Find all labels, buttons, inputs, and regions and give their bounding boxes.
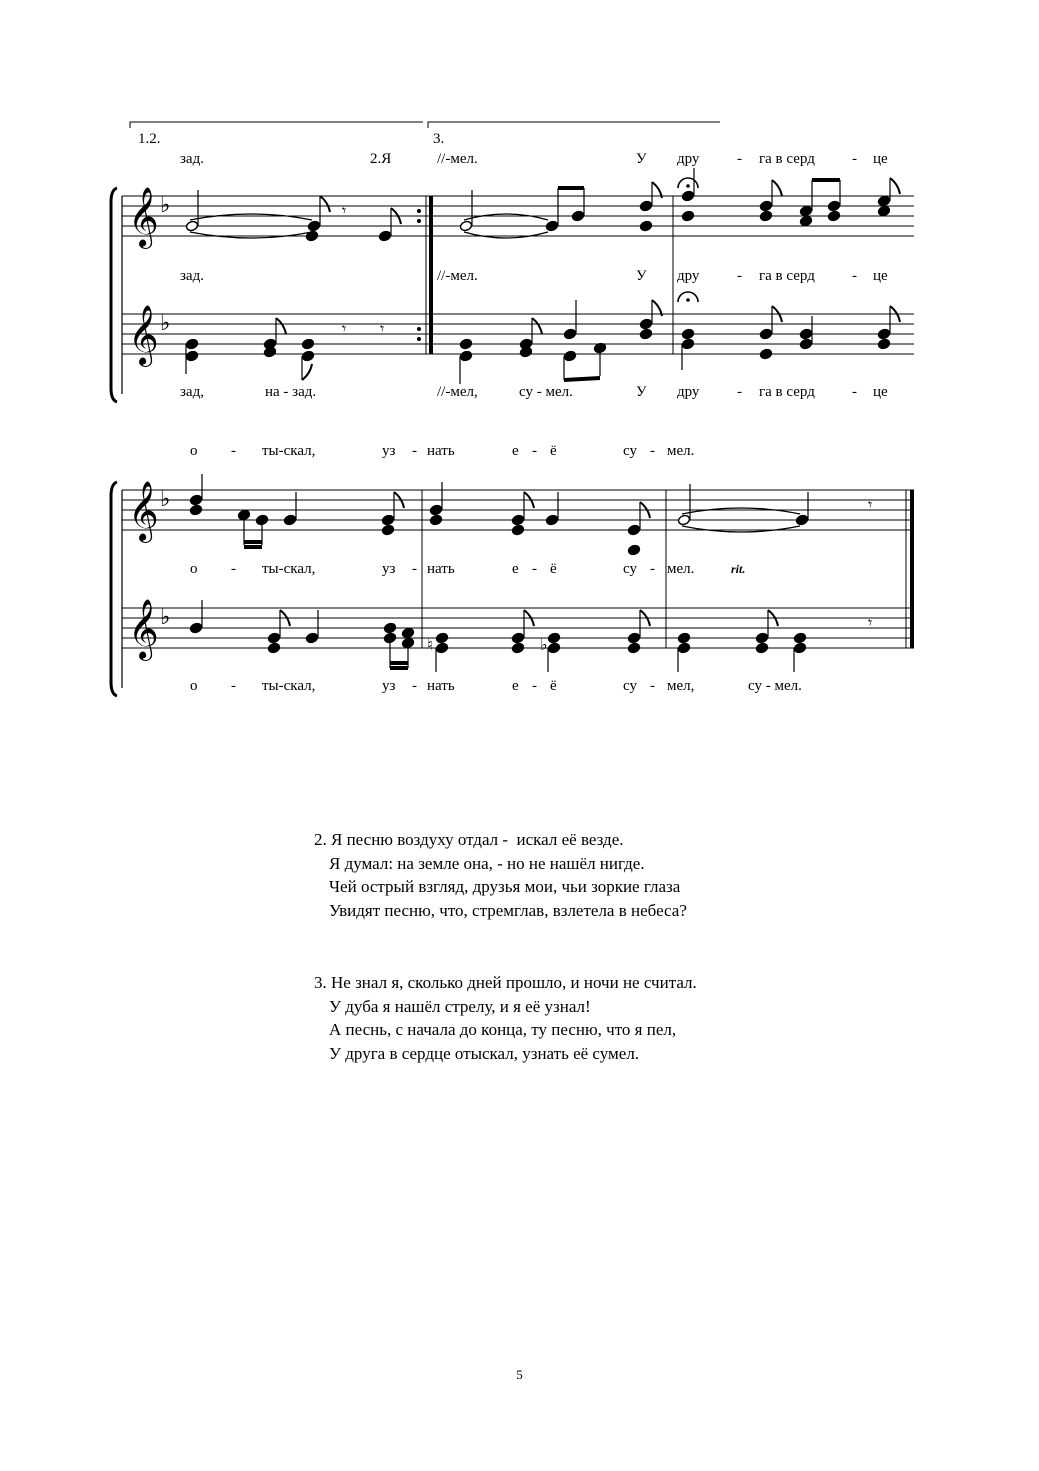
notehead xyxy=(305,632,318,644)
notehead xyxy=(759,328,772,340)
notehead xyxy=(639,328,652,340)
notehead xyxy=(511,524,524,536)
notehead xyxy=(185,350,198,362)
notehead xyxy=(755,642,768,654)
volta-bracket-1 xyxy=(130,122,423,147)
flat-icon: ♭ xyxy=(160,311,171,336)
lyric: нать xyxy=(427,561,455,577)
notehead xyxy=(429,514,442,526)
notehead xyxy=(627,642,640,654)
notehead xyxy=(563,328,576,340)
flat-icon: ♭ xyxy=(160,487,171,512)
lyric: су xyxy=(623,561,637,577)
lyric: - xyxy=(231,443,236,459)
volta-label-2: 3. xyxy=(433,131,445,147)
system2-lower-lyrics xyxy=(190,678,802,694)
notehead xyxy=(759,348,772,360)
lyric: су - мел. xyxy=(519,384,573,400)
lyric: мел. xyxy=(667,443,695,459)
notehead xyxy=(189,504,202,516)
lyric: - xyxy=(650,443,655,459)
notehead xyxy=(545,220,558,232)
repeat-dot xyxy=(417,219,421,223)
verse-line: Чей острый взгляд, друзья мои, чьи зоркие глаза xyxy=(329,877,681,896)
lyric: це xyxy=(873,151,888,167)
lyric: - xyxy=(737,151,742,167)
lyric: уз xyxy=(382,443,396,459)
lyric: 2.Я xyxy=(370,151,392,167)
notehead xyxy=(459,350,472,362)
lyric: е xyxy=(512,678,519,694)
system1-upper-lyrics xyxy=(180,151,888,167)
beam xyxy=(564,376,600,382)
lyric: зад. xyxy=(180,268,204,284)
notehead xyxy=(827,200,840,212)
notehead xyxy=(267,632,280,644)
lyric: - xyxy=(852,384,857,400)
notehead xyxy=(511,642,524,654)
verse-2 xyxy=(314,828,687,922)
notehead xyxy=(877,195,890,207)
notation xyxy=(111,168,914,696)
fermata-dot xyxy=(686,298,690,302)
notehead xyxy=(459,338,472,350)
tie xyxy=(464,232,548,238)
notehead xyxy=(545,514,558,526)
lyric: е xyxy=(512,443,519,459)
lyric: о xyxy=(190,561,198,577)
lyric: - xyxy=(737,268,742,284)
verse-line: 3. Не знал я, сколько дней прошло, и ночи не считал. xyxy=(314,973,697,992)
flat-icon: ♭ xyxy=(160,605,171,630)
lyric: - xyxy=(852,268,857,284)
system1-middle-lyrics xyxy=(180,268,888,284)
system-bracket xyxy=(111,188,117,402)
flag xyxy=(532,318,542,334)
lyric: - xyxy=(532,678,537,694)
notehead xyxy=(759,210,772,222)
lyric: - xyxy=(532,443,537,459)
flag xyxy=(320,196,330,212)
lyric: га в серд xyxy=(759,268,815,284)
lyric: У xyxy=(636,384,647,400)
verse-line: У дуба я нашёл стрелу, и я её узнал! xyxy=(329,996,591,1016)
lyric: це xyxy=(873,268,888,284)
notehead xyxy=(877,205,890,217)
notehead xyxy=(793,642,806,654)
lyric: уз xyxy=(382,561,396,577)
notehead xyxy=(795,514,808,526)
notehead xyxy=(677,642,690,654)
lyric: - xyxy=(231,678,236,694)
lyric: ты-скал, xyxy=(262,561,316,577)
lyric: су xyxy=(623,678,637,694)
lyric: ё xyxy=(550,678,557,694)
beam xyxy=(244,545,262,549)
beam xyxy=(244,540,262,544)
notehead xyxy=(267,642,280,654)
fermata-dot xyxy=(686,184,690,188)
beam xyxy=(558,186,584,190)
repeat-dot xyxy=(417,327,421,331)
notehead xyxy=(378,230,391,242)
notehead xyxy=(185,338,198,350)
natural-icon: ♮ xyxy=(427,635,433,654)
tie xyxy=(190,214,312,220)
notehead xyxy=(301,338,314,350)
lyric: га в серд xyxy=(759,384,815,400)
beam xyxy=(390,666,408,670)
repeat-barline xyxy=(429,196,433,354)
notehead xyxy=(571,210,584,222)
flat-icon: ♭ xyxy=(540,635,548,654)
lyric: нать xyxy=(427,443,455,459)
notehead xyxy=(877,328,890,340)
notehead xyxy=(563,350,576,362)
lyric: е xyxy=(512,561,519,577)
lyric: - xyxy=(532,561,537,577)
notehead xyxy=(799,328,812,340)
lyric: ты-скал, xyxy=(262,678,316,694)
notehead xyxy=(799,205,812,217)
notehead xyxy=(381,524,394,536)
notehead xyxy=(189,494,202,506)
flag xyxy=(890,178,900,194)
system-bracket xyxy=(111,482,117,696)
notehead xyxy=(381,514,394,526)
system2-upper-lyrics xyxy=(190,443,694,459)
lyric: - xyxy=(852,151,857,167)
lyric: мел. xyxy=(667,561,695,577)
lyric: - xyxy=(231,561,236,577)
lyric: су xyxy=(623,443,637,459)
eighth-rest-icon: 𝄾 xyxy=(868,613,873,632)
tie xyxy=(682,508,800,514)
system1-lower-lyrics xyxy=(180,384,888,400)
verse-line: Увидят песню, что, стремглав, взлетела в небеса? xyxy=(329,900,687,920)
lyric: уз xyxy=(382,678,396,694)
beam xyxy=(390,661,408,665)
staff-lines xyxy=(122,196,914,648)
lyric: - xyxy=(412,678,417,694)
repeat-dot xyxy=(417,209,421,213)
treble-clef-icon: 𝄞 xyxy=(128,187,159,247)
notehead xyxy=(435,632,448,644)
lyric: - xyxy=(412,443,417,459)
notehead xyxy=(301,350,314,362)
notehead xyxy=(283,514,296,526)
lyric: //-мел. xyxy=(437,268,478,284)
lyric: //-мел, xyxy=(437,384,478,400)
lyric: ё xyxy=(550,561,557,577)
notehead xyxy=(627,632,640,644)
notehead xyxy=(677,514,690,526)
notehead xyxy=(459,220,472,232)
beam xyxy=(812,178,840,182)
lyric: ты-скал, xyxy=(262,443,316,459)
lyric: зад, xyxy=(180,384,204,400)
notehead xyxy=(627,544,640,556)
notehead xyxy=(429,504,442,516)
repeat-dot xyxy=(417,337,421,341)
eighth-rest-icon: 𝄾 xyxy=(342,201,347,220)
notehead xyxy=(755,632,768,644)
notehead xyxy=(681,328,694,340)
notehead xyxy=(799,215,812,227)
notehead xyxy=(547,642,560,654)
tie xyxy=(464,214,548,220)
notehead xyxy=(307,220,320,232)
verse-3 xyxy=(314,971,697,1065)
notehead xyxy=(681,338,694,350)
treble-clef-icon: 𝄞 xyxy=(128,305,159,365)
lyric: //-мел. xyxy=(437,151,478,167)
rit-mark: rit. xyxy=(731,562,746,576)
notehead xyxy=(639,220,652,232)
notehead xyxy=(547,632,560,644)
lyric: о xyxy=(190,443,198,459)
eighth-rest-icon: 𝄾 xyxy=(380,319,385,338)
notehead xyxy=(511,632,524,644)
notehead xyxy=(639,200,652,212)
lyric: У xyxy=(636,151,647,167)
notehead xyxy=(189,622,202,634)
notehead xyxy=(401,627,414,639)
eighth-rest-icon: 𝄾 xyxy=(868,495,873,514)
lyric: - xyxy=(650,561,655,577)
lyric: зад. xyxy=(180,151,204,167)
treble-clef-icon: 𝄞 xyxy=(128,599,159,659)
music-score xyxy=(0,0,1039,720)
system2-middle-lyrics xyxy=(190,561,745,577)
notehead xyxy=(759,200,772,212)
notehead xyxy=(677,632,690,644)
treble-clef-icon: 𝄞 xyxy=(128,481,159,541)
flag xyxy=(302,364,312,380)
notehead xyxy=(827,210,840,222)
verse-line: 2. Я песню воздуху отдал - искал её везде. xyxy=(314,830,624,849)
lyric: дру xyxy=(677,384,700,400)
lyric: су - мел. xyxy=(748,678,802,694)
page-number: 5 xyxy=(516,1367,523,1382)
notehead xyxy=(383,632,396,644)
volta-label-1: 1.2. xyxy=(138,131,161,147)
notehead xyxy=(627,524,640,536)
lyric: ё xyxy=(550,443,557,459)
notehead xyxy=(305,230,318,242)
notehead xyxy=(681,210,694,222)
notehead xyxy=(877,338,890,350)
verse-line: У друга в сердце отыскал, узнать её сумел. xyxy=(329,1043,640,1063)
notehead xyxy=(793,632,806,644)
lyric: це xyxy=(873,384,888,400)
verse-line: А песнь, с начала до конца, ту песню, что я пел, xyxy=(329,1020,677,1039)
eighth-rest-icon: 𝄾 xyxy=(342,319,347,338)
notehead xyxy=(799,338,812,350)
lyric: - xyxy=(650,678,655,694)
notehead xyxy=(185,220,198,232)
flat-icon: ♭ xyxy=(160,193,171,218)
verse-line: Я думал: на земле она, - но не нашёл нигде. xyxy=(329,853,645,873)
volta-bracket-2 xyxy=(428,122,720,147)
lyric: га в серд xyxy=(759,151,815,167)
notehead xyxy=(639,318,652,330)
lyric: на - зад. xyxy=(265,384,317,400)
notehead xyxy=(383,622,396,634)
lyric: мел, xyxy=(667,678,695,694)
lyric: дру xyxy=(677,268,700,284)
tie xyxy=(190,232,312,238)
lyric: о xyxy=(190,678,198,694)
lyric: - xyxy=(737,384,742,400)
lyric: нать xyxy=(427,678,455,694)
final-barline xyxy=(910,490,914,648)
lyric: дру xyxy=(677,151,700,167)
lyric: - xyxy=(412,561,417,577)
lyric: У xyxy=(636,268,647,284)
flag xyxy=(772,180,782,196)
notehead xyxy=(681,190,694,202)
flag xyxy=(276,318,286,334)
notehead xyxy=(511,514,524,526)
tie xyxy=(682,526,800,532)
notehead xyxy=(435,642,448,654)
